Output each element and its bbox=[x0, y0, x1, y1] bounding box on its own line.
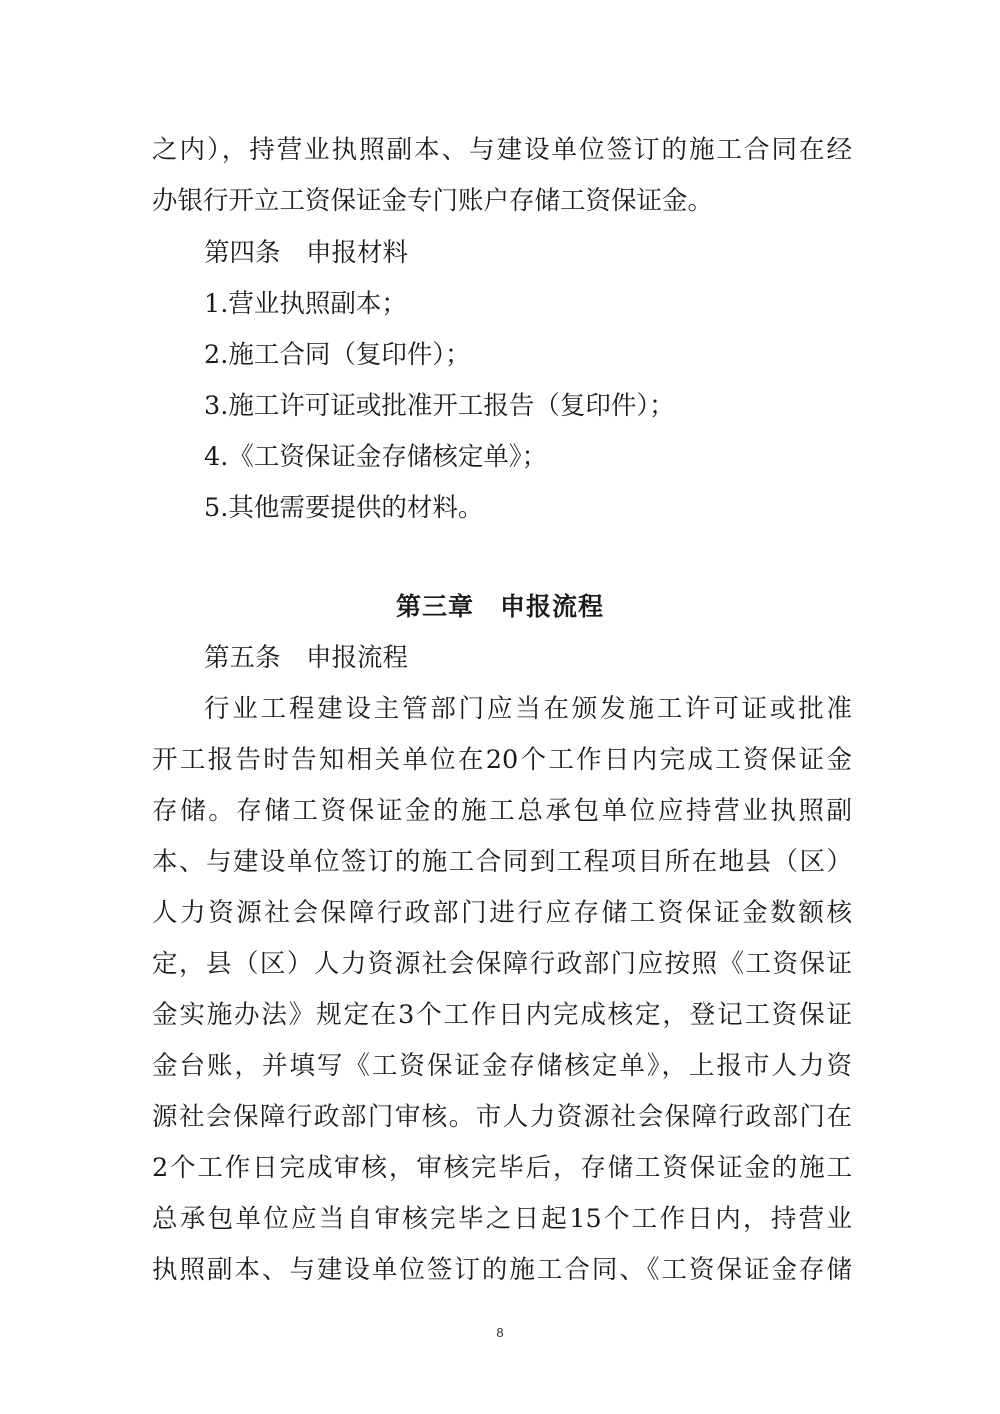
article-4-title: 第四条 申报材料 bbox=[204, 238, 409, 268]
body-text-line: 执照副本、与建设单位签订的施工合同、《工资保证金存储 bbox=[152, 1255, 852, 1285]
body-text-line: 本、与建设单位签订的施工合同到工程项目所在地县（区） bbox=[152, 847, 852, 877]
material-item: 2.施工合同（复印件）； bbox=[204, 340, 471, 370]
body-text-line: 金实施办法》规定在3个工作日内完成核定，登记工资保证 bbox=[152, 1000, 852, 1030]
material-item: 1.营业执照副本； bbox=[204, 289, 407, 319]
body-text-line: 源社会保障行政部门审核。市人力资源社会保障行政部门在 bbox=[152, 1102, 852, 1132]
body-text-line: 定，县（区）人力资源社会保障行政部门应按照《工资保证 bbox=[152, 949, 852, 979]
body-text-line: 行业工程建设主管部门应当在颁发施工许可证或批准 bbox=[204, 694, 852, 724]
material-item: 3.施工许可证或批准开工报告（复印件）； bbox=[204, 391, 675, 421]
body-text-line: 办银行开立工资保证金专门账户存储工资保证金。 bbox=[152, 186, 714, 216]
body-text-line: 总承包单位应当自审核完毕之日起15个工作日内，持营业 bbox=[152, 1204, 852, 1234]
material-item: 4.《工资保证金存储核定单》； bbox=[204, 442, 548, 472]
body-text-line: 之内），持营业执照副本、与建设单位签订的施工合同在经 bbox=[152, 135, 852, 165]
material-item: 5.其他需要提供的材料。 bbox=[204, 493, 484, 523]
body-text-line: 2个工作日完成审核，审核完毕后，存储工资保证金的施工 bbox=[152, 1153, 852, 1183]
body-text-line: 存储。存储工资保证金的施工总承包单位应持营业执照副 bbox=[152, 796, 852, 826]
body-text-line: 金台账，并填写《工资保证金存储核定单》，上报市人力资 bbox=[152, 1051, 852, 1081]
body-text-line: 人力资源社会保障行政部门进行应存储工资保证金数额核 bbox=[152, 898, 852, 928]
page-number: 8 bbox=[496, 1325, 504, 1340]
chapter-title: 第三章 申报流程 bbox=[395, 592, 604, 621]
article-5-title: 第五条 申报流程 bbox=[204, 643, 409, 673]
body-text-line: 开工报告时告知相关单位在20个工作日内完成工资保证金 bbox=[152, 745, 852, 775]
